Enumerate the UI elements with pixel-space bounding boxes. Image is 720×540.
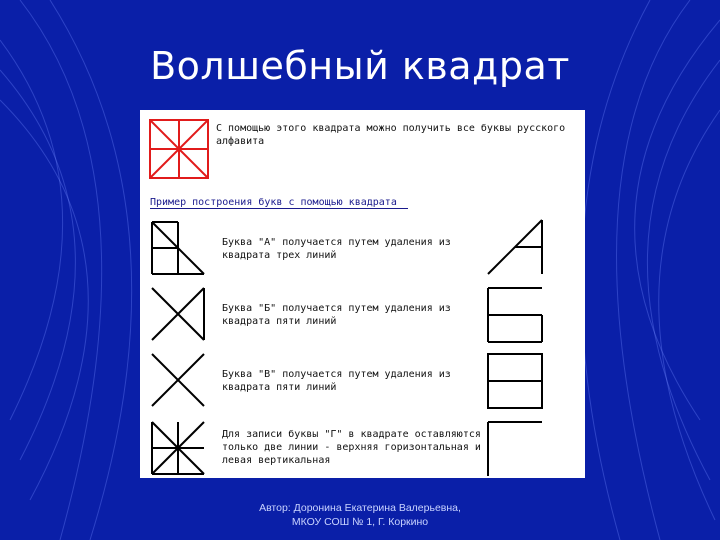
row3-description xyxy=(222,368,451,394)
letter-g-figure xyxy=(488,422,542,476)
row1-line1: Буква "А" получается путем удаления из xyxy=(222,237,451,248)
row2-line1: Буква "Б" получается путем удаления из xyxy=(222,303,451,314)
author-footer xyxy=(0,501,720,529)
row4-line1: Для записи буквы "Г" в квадрате оставляются xyxy=(222,429,481,440)
slide-title: Волшебный квадрат xyxy=(150,44,570,88)
square-row3-figure xyxy=(152,354,204,406)
magic-square-figure xyxy=(150,120,208,178)
row4-line3: левая вертикальная xyxy=(222,455,331,466)
letter-a-figure xyxy=(488,220,542,274)
square-row4-figure xyxy=(152,422,204,474)
subheading-underline xyxy=(150,208,408,209)
square-row2-figure xyxy=(152,288,204,340)
content-panel xyxy=(140,110,585,478)
row1-line2: квадрата трех линий xyxy=(222,250,337,261)
intro-line1: С помощью этого квадрата можно получить все буквы русского xyxy=(216,123,566,134)
row4-line2: только две линии - верхняя горизонтальная и xyxy=(222,442,481,453)
letter-diagrams xyxy=(140,110,585,478)
example-subheading: Пример построения букв с помощью квадрата xyxy=(150,197,397,208)
footer-line2: МКОУ СОШ № 1, Г. Коркино xyxy=(291,516,429,528)
row4-description xyxy=(222,428,481,467)
footer-line1: Автор: Доронина Екатерина Валерьевна, xyxy=(259,502,461,514)
intro-text xyxy=(216,122,565,148)
row3-line1: Буква "В" получается путем удаления из xyxy=(222,369,451,380)
square-row1-figure xyxy=(152,222,204,274)
letter-v-figure xyxy=(488,354,542,408)
letter-b-figure xyxy=(488,288,542,342)
row2-description xyxy=(222,302,451,328)
row2-line2: квадрата пяти линий xyxy=(222,316,337,327)
row1-description xyxy=(222,236,451,262)
row3-line2: квадрата пяти линий xyxy=(222,382,337,393)
intro-line2: алфавита xyxy=(216,136,265,147)
